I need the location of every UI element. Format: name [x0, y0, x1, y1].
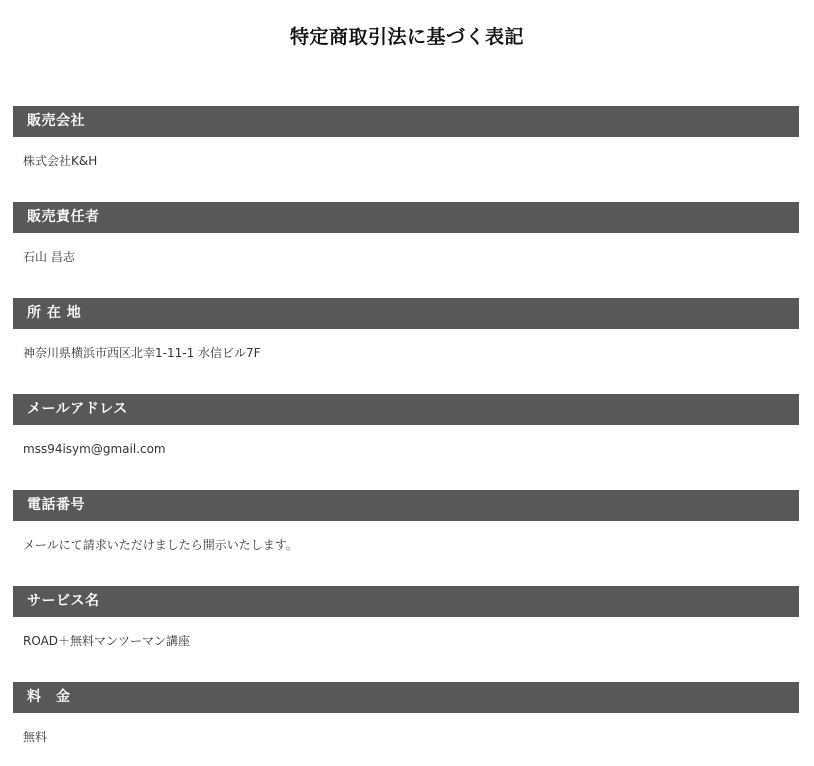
section-service-name	[13, 586, 799, 649]
section-heading-seller: 販売会社	[13, 106, 799, 137]
section-heading-phone: 電話番号	[13, 490, 799, 521]
section-value-address: 神奈川県横浜市西区北幸1-11-1 水信ビル7F	[23, 346, 261, 360]
section-seller	[13, 106, 799, 169]
section-phone	[13, 490, 799, 553]
section-heading-email: メールアドレス	[13, 394, 799, 425]
section-value-email: mss94isym@gmail.com	[23, 442, 166, 456]
page-title: 特定商取引法に基づく表記	[289, 26, 524, 48]
section-responsible-person	[13, 202, 799, 265]
section-heading-responsible-person: 販売責任者	[13, 202, 799, 233]
section-address	[13, 298, 799, 361]
section-value-phone: メールにて請求いただけましたら開示いたします。	[23, 538, 298, 552]
section-price	[13, 682, 799, 745]
section-heading-address: 所 在 地	[13, 298, 799, 329]
section-heading-price: 料 金	[13, 682, 799, 713]
section-heading-service-name: サービス名	[13, 586, 799, 617]
section-value-responsible-person: 石山 昌志	[23, 250, 75, 264]
section-value-service-name: ROAD＋無料マンツーマン講座	[23, 634, 191, 648]
section-email	[13, 394, 799, 457]
section-value-price: 無料	[23, 730, 48, 744]
section-value-seller: 株式会社K&H	[23, 154, 98, 168]
